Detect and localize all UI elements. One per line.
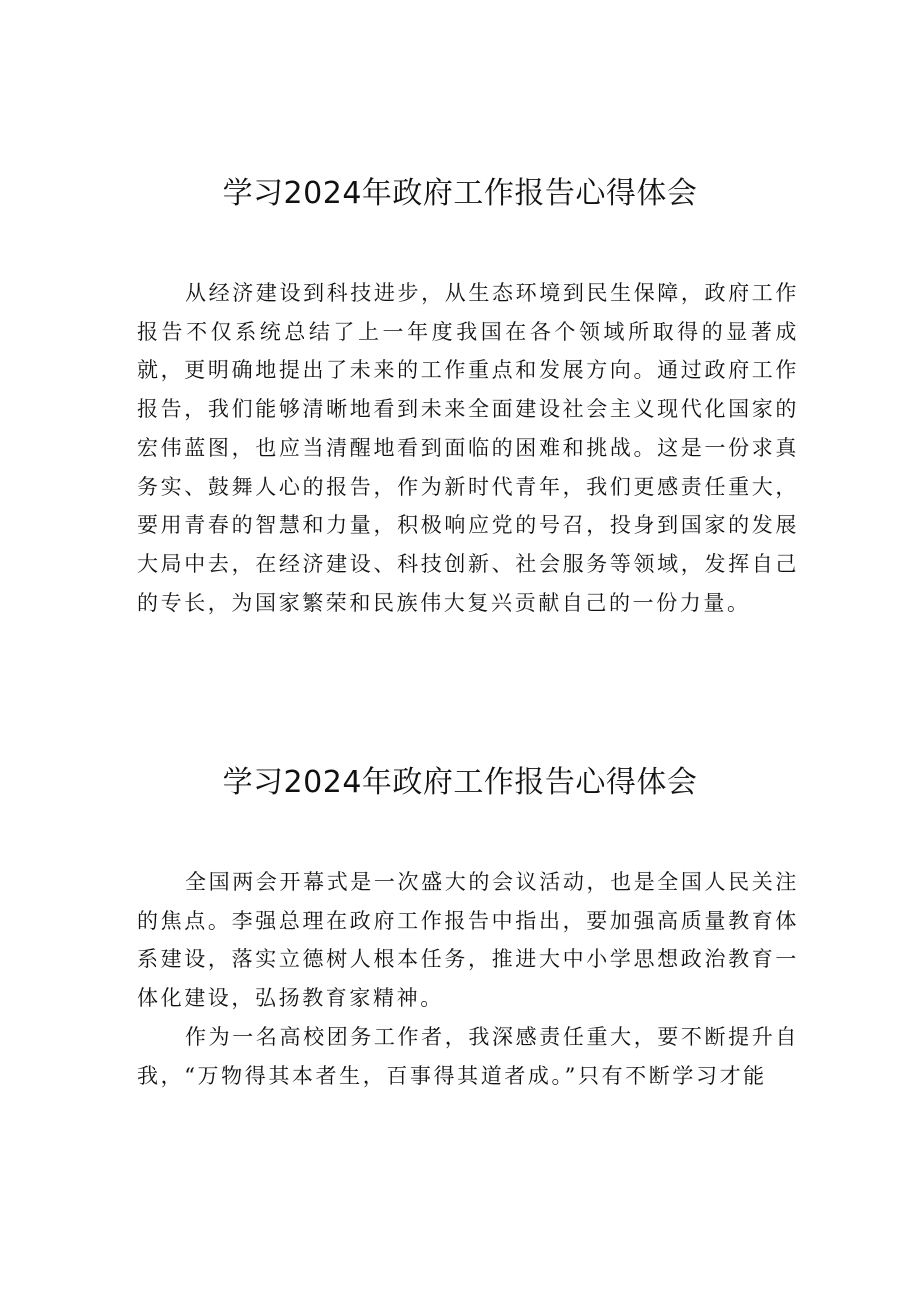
article-title: 学习2024年政府工作报告心得体会 [222, 765, 698, 800]
article-body [137, 863, 799, 1095]
article-title: 学习2024年政府工作报告心得体会 [222, 176, 698, 211]
article-body [137, 274, 799, 622]
body-paragraph: 作为一名高校团务工作者，我深感责任重大，要不断提升自我，“万物得其本者生，百事得其道者成。”只有不断学习才能 [137, 1024, 799, 1088]
body-paragraph: 从经济建设到科技进步，从生态环境到民生保障，政府工作报告不仅系统总结了上一年度我国在各个领域所取得的显著成就，更明确地提出了未来的工作重点和发展方向。通过政府工作报告，我们能够清晰地看到未来全面建设社会主义现代化国家的宏伟蓝图，也应当清醒地看到面临的困难和挑战。这是一份求真务实、鼓舞人心的报告，作为新时代青年，我们更感责任重大，要用青春的智慧和力量，积极响应党的号召，投身到国家的发展大局中去，在经济建设、科技创新、社会服务等领域，发挥自己的专长，为国家繁荣和民族伟大复兴贡献自己的一份力量。 [137, 281, 799, 615]
body-paragraph: 全国两会开幕式是一次盛大的会议活动，也是全国人民关注的焦点。李强总理在政府工作报告中指出，要加强高质量教育体系建设，落实立德树人根本任务，推进大中小学思想政治教育一体化建设，弘扬教育家精神。 [137, 870, 799, 1011]
